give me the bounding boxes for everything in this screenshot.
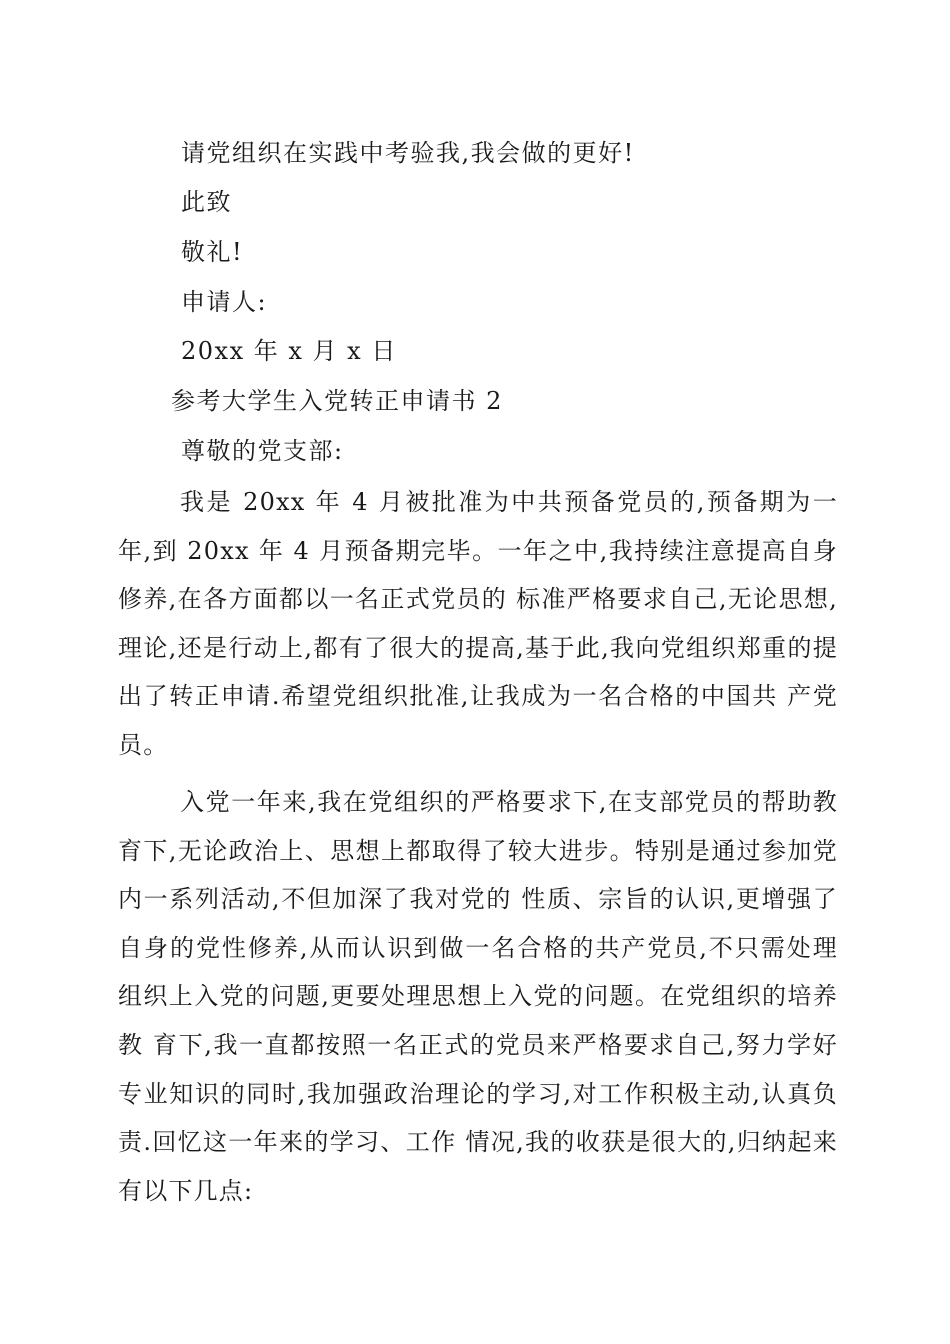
section-title: 参考大学生入党转正申请书 2: [171, 387, 503, 415]
salutation: 此致: [181, 188, 232, 216]
date-line: 20xx 年 x 月 x 日: [181, 337, 397, 365]
body-paragraph: 入党一年来,我在党组织的严格要求下,在支部党员的帮助教育下,无论政治上、思想上都取得了较大进步。特别是通过参加党内一系列活动,不但加深了我对党的 性质、宗旨的认识,更增强了自身的党性修养,从而认识到做一名合格的共产党员,不只需处理组织上入党的问题,更要处理思想上入党的问题。在党组织的培养教 育下,我一直都按照一名正式的党员来严格要求自己,努力学好专业知识的同时,我加强政治理论的学习,对工作积极主动,认真负责.回忆这一年来的学习、工作 情况,我的收获是很大的,归纳起来有以下几点:: [118, 788, 838, 1205]
respect-line: 敬礼!: [181, 238, 244, 266]
body-paragraph: 我是 20xx 年 4 月被批准为中共预备党员的,预备期为一年,到 20xx 年 4 月预备期完毕。一年之中,我持续注意提高自身修养,在各方面都以一名正式党员的 标准严格要求自己,无论思想,理论,还是行动上,都有了很大的提高,基于此,我向党组织郑重的提出了转正申请.希望党组织批准,让我成为一名合格的中国共 产党员。: [118, 488, 838, 759]
greeting: 尊敬的党支部:: [181, 437, 344, 465]
applicant-label: 申请人:: [181, 288, 268, 316]
closing-line: 请党组织在实践中考验我,我会做的更好!: [181, 139, 635, 167]
